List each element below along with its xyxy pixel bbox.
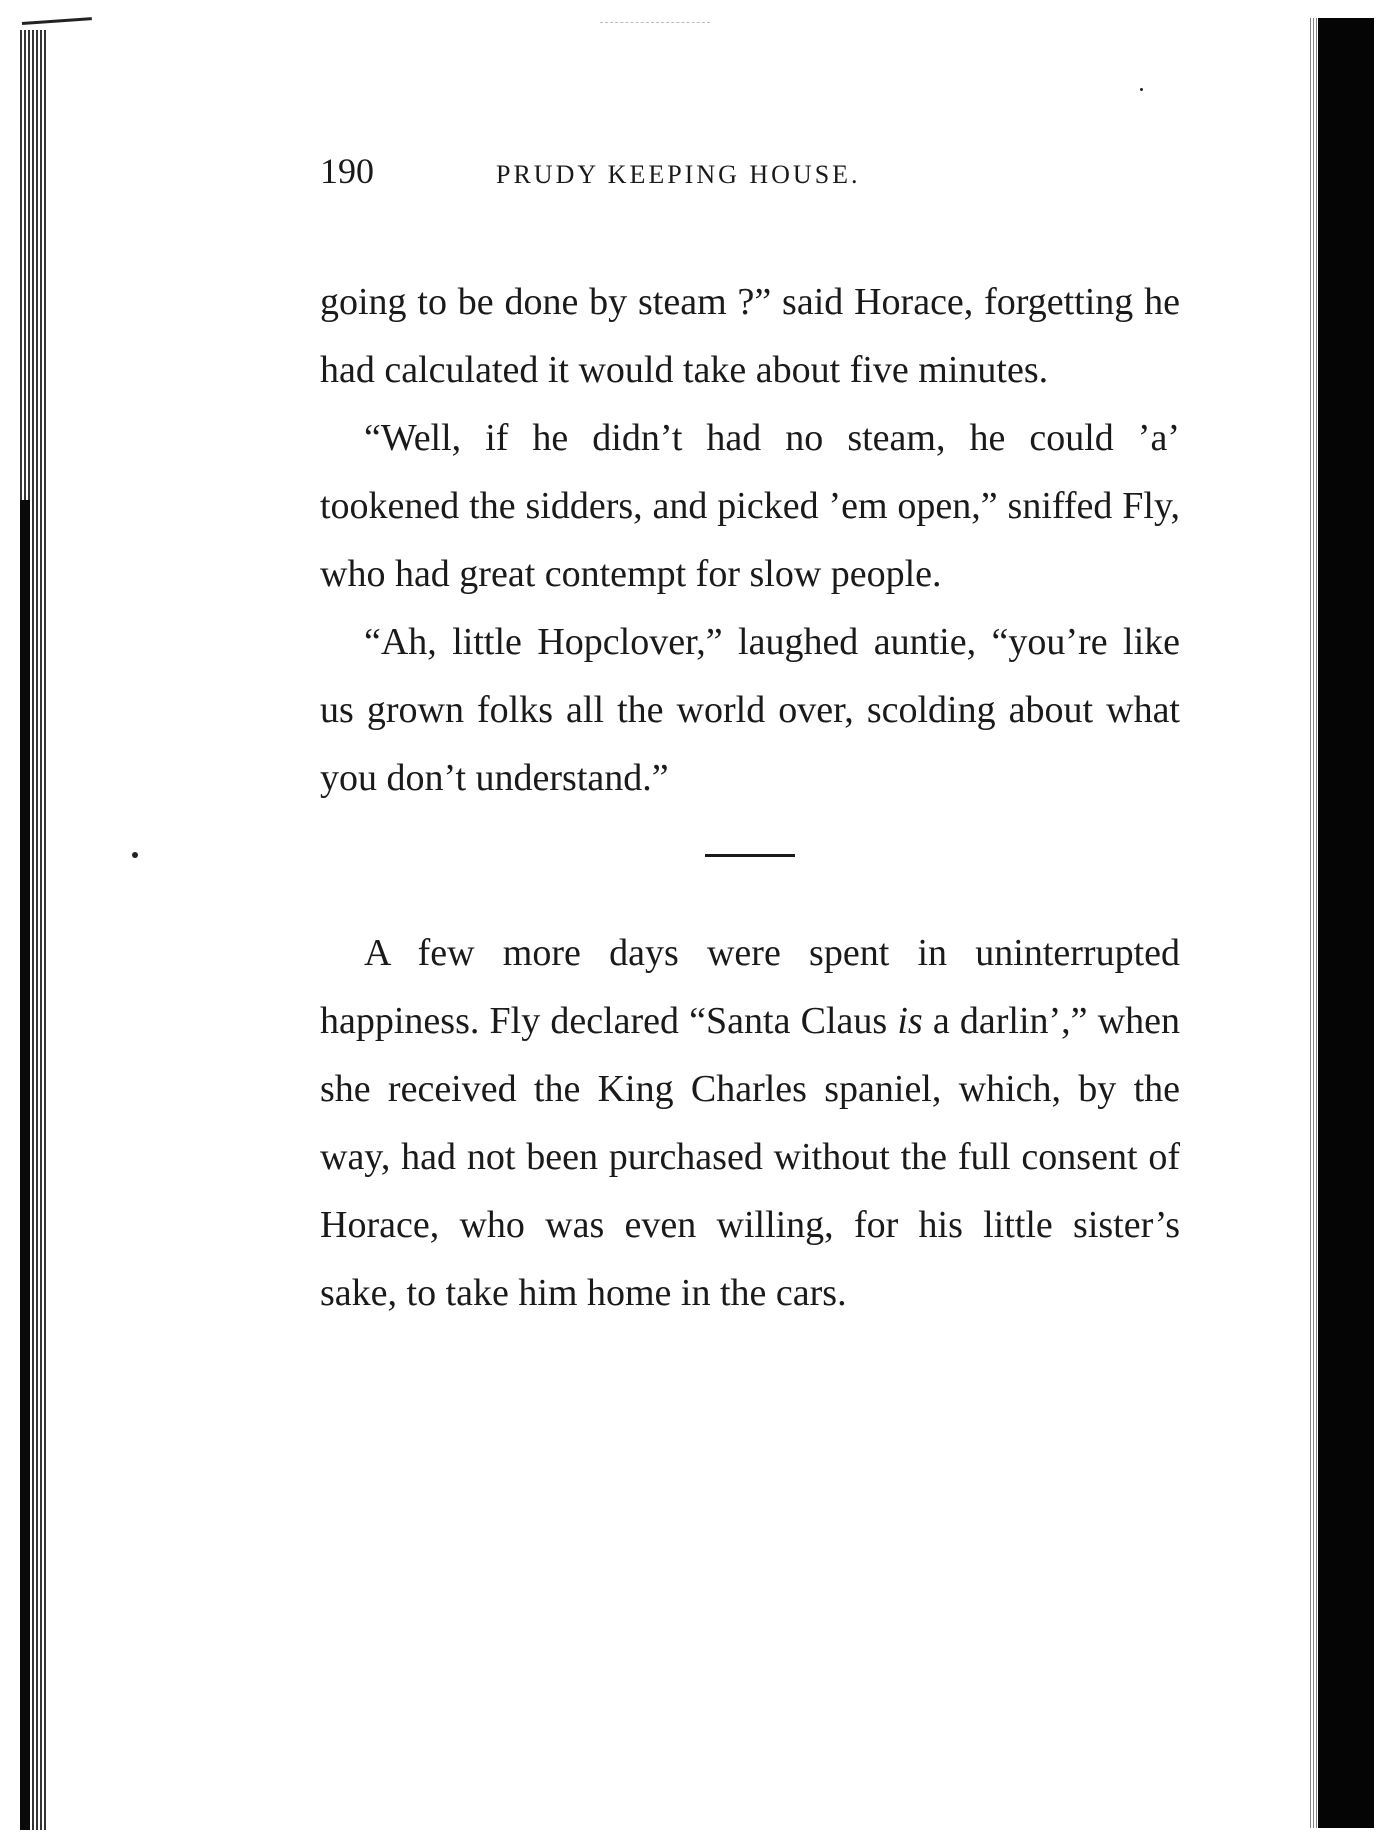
book-page xyxy=(320,150,1180,1327)
paragraph: “Well, if he didn’t had no steam, he could ’a’ tookened the sidders, and picked ’em open,” sniffed Fly, who had great contempt for slow people. xyxy=(320,417,1180,595)
paragraph: “Ah, little Hopclover,” laughed auntie, “you’re like us grown folks all the world over, scolding about what you don’t understand.” xyxy=(320,621,1180,799)
ink-speck xyxy=(1140,88,1143,91)
running-title: PRUDY KEEPING HOUSE. xyxy=(496,160,861,189)
paragraph xyxy=(320,919,1180,1327)
section-divider xyxy=(705,854,795,857)
body-text xyxy=(320,268,1180,1327)
paragraph-text: A few more days were spent in uninterrupted happiness. Fly declared “Santa Claus xyxy=(320,932,1180,1042)
page-number: 190 xyxy=(320,151,374,191)
scan-mark xyxy=(600,22,710,23)
paragraph: going to be done by steam ?” said Horace, forgetting he had calculated it would take about five minutes. xyxy=(320,281,1180,391)
page-edge-left-shadow xyxy=(20,500,30,1830)
running-head xyxy=(320,150,1180,210)
page-edge-left-corner xyxy=(22,17,92,25)
ink-speck xyxy=(132,852,138,858)
page-edge-right xyxy=(1318,18,1374,1828)
emphasis: is xyxy=(897,1000,923,1042)
paragraph-text: a darlin’,” when she received the King Charles spaniel, which, by the way, had not been purchased without the full consent of Horace, who was even willing, for his little sister’s sake, to take him home in the cars. xyxy=(320,1000,1180,1314)
